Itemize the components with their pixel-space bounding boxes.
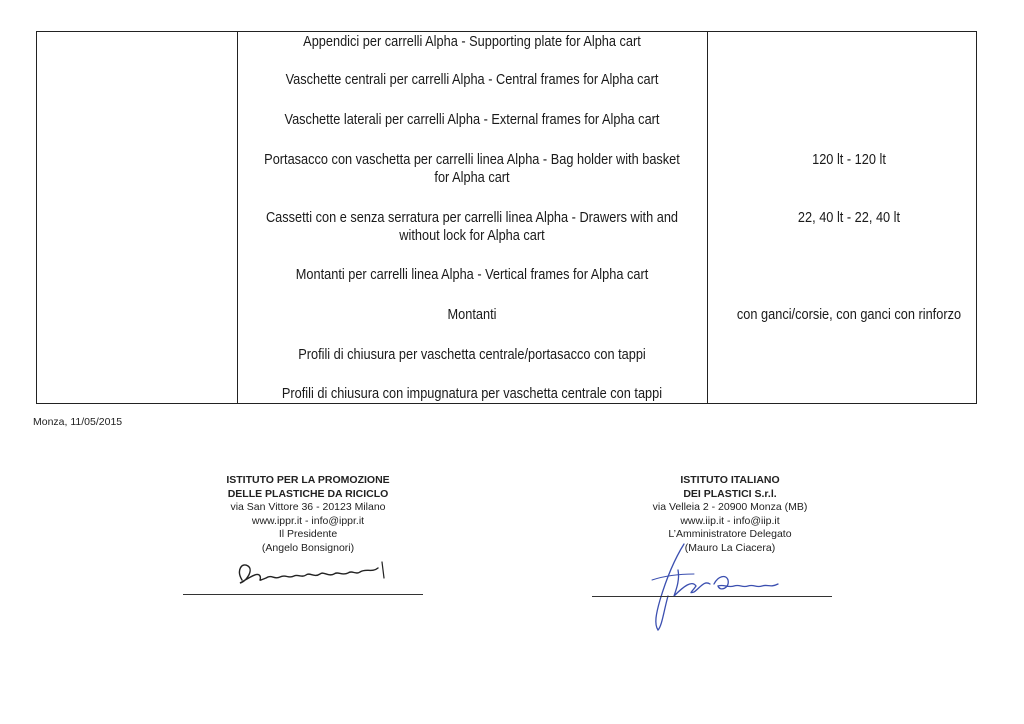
org-name-line-2: DELLE PLASTICHE DA RICICLO	[227, 487, 389, 500]
signatory-name: (Angelo Bonsignori)	[261, 541, 355, 554]
role: Il Presidente	[278, 528, 338, 540]
address: via San Vittore 36 - 20123 Milano	[230, 501, 386, 513]
row-description-line-2: for Alpha cart	[434, 170, 510, 186]
signatory-name: (Mauro La Ciacera)	[684, 541, 776, 554]
signature-line-right	[592, 596, 832, 597]
address: via Velleia 2 - 20900 Monza (MB)	[652, 501, 808, 513]
document-date: Monza, 11/05/2015	[33, 416, 123, 428]
handwritten-signature-left	[232, 556, 392, 590]
row-description-line-1: Cassetti con e senza serratura per carrelli linea Alpha - Drawers with and	[265, 210, 679, 226]
row-description: Montanti	[447, 307, 497, 323]
org-name-line-2: DEI PLASTICI S.r.l.	[683, 487, 777, 500]
row-description: Vaschette centrali per carrelli Alpha - Central frames for Alpha cart	[285, 72, 659, 88]
handwritten-signature-right	[644, 540, 794, 636]
row-description: Appendici per carrelli Alpha - Supporting plate for Alpha cart	[303, 34, 641, 50]
org-name-line-1: ISTITUTO ITALIANO	[680, 474, 780, 486]
left-signatory-block	[178, 474, 438, 555]
row-description: Profili di chiusura con impugnatura per vaschetta centrale con tappi	[281, 386, 663, 402]
row-description: Vaschette laterali per carrelli Alpha - External frames for Alpha cart	[284, 112, 660, 128]
org-name-line-1: ISTITUTO PER LA PROMOZIONE	[226, 474, 390, 486]
row-description: Montanti per carrelli linea Alpha - Vertical frames for Alpha cart	[295, 267, 649, 283]
contact: www.iip.it - info@iip.it	[680, 514, 780, 527]
contact: www.ippr.it - info@ippr.it	[251, 514, 365, 527]
row-spec: con ganci/corsie, con ganci con rinforzo	[736, 307, 962, 323]
signature-line-left	[183, 594, 423, 595]
row-spec: 120 lt - 120 lt	[812, 152, 886, 168]
row-description: Profili di chiusura per vaschetta centrale/portasacco con tappi	[298, 347, 646, 363]
row-description-line-2: without lock for Alpha cart	[399, 228, 545, 244]
row-spec: 22, 40 lt - 22, 40 lt	[797, 210, 901, 226]
role: L’Amministratore Delegato	[668, 528, 792, 540]
column-divider	[237, 32, 238, 403]
row-description-line-1: Portasacco con vaschetta per carrelli linea Alpha - Bag holder with basket	[264, 152, 680, 168]
column-divider	[707, 32, 708, 403]
